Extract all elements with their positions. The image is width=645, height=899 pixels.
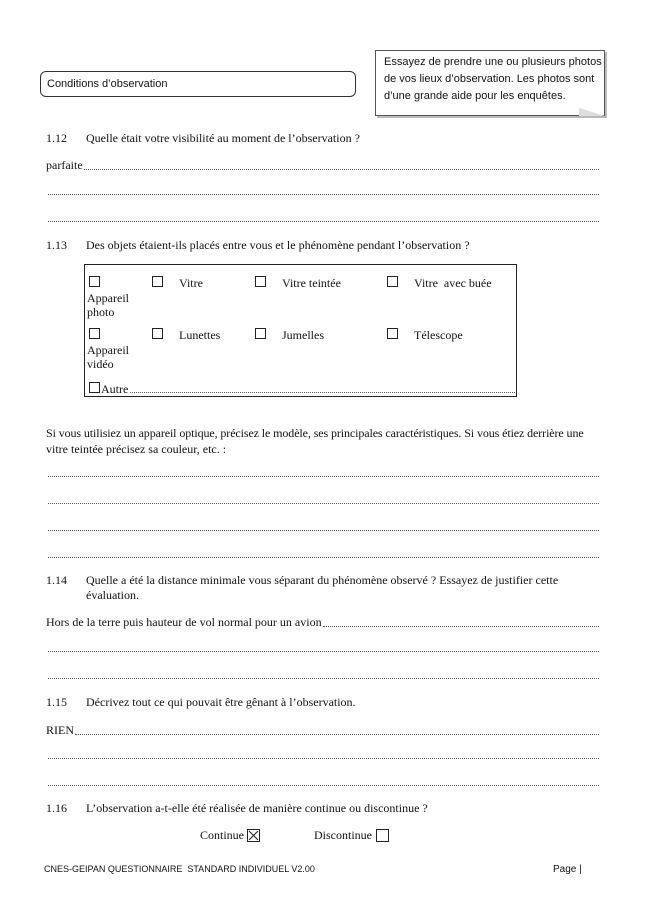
option-vitre-teintee-label: Vitre teintée — [282, 276, 341, 290]
option-autre-row[interactable] — [101, 382, 515, 396]
answer-line[interactable] — [48, 678, 599, 679]
answer-line[interactable] — [48, 476, 599, 477]
question-text-line: évaluation. — [86, 588, 139, 602]
checked-x-icon — [248, 830, 259, 841]
question-text-line: Quelle a été la distance minimale vous séparant du phénomène observé ? Essayez de justifier cette — [86, 573, 559, 587]
option-vitre-buee-label: Vitre avec buée — [414, 276, 492, 290]
continue-label: Continue — [200, 828, 244, 842]
label-line: vidéo — [87, 357, 114, 371]
checkbox-appareil-photo[interactable] — [89, 276, 100, 287]
option-autre-label: Autre — [101, 382, 129, 396]
question-number: 1.15 — [46, 695, 67, 709]
discontinue-label: Discontinue — [314, 828, 372, 842]
answer-1-15-text: RIEN — [46, 723, 74, 737]
answer-line[interactable] — [48, 785, 599, 786]
checkbox-telescope[interactable] — [387, 328, 398, 339]
answer-line[interactable] — [48, 651, 599, 652]
answer-line[interactable] — [48, 758, 599, 759]
optical-line-1: Si vous utilisiez un appareil optique, précisez le modèle, ses principales caractéristiques. Si vous étiez derrière une — [46, 426, 584, 440]
question-number: 1.14 — [46, 573, 67, 587]
question-number: 1.13 — [46, 238, 67, 252]
answer-line[interactable] — [48, 557, 599, 558]
checkbox-vitre-buee[interactable] — [387, 276, 398, 287]
question-text: Décrivez tout ce qui pouvait être gênant à l’observation. — [86, 695, 356, 709]
question-text: L’observation a-t-elle été réalisée de manière continue ou discontinue ? — [86, 801, 428, 815]
question-text: Quelle était votre visibilité au moment de l’observation ? — [86, 131, 360, 145]
footer-document-id: CNES-GEIPAN QUESTIONNAIRE STANDARD INDIVIDUEL V2.00 — [44, 864, 315, 874]
note-line-1: Essayez de prendre une ou plusieurs photos — [384, 56, 602, 68]
photo-advice-note — [375, 50, 605, 116]
label-line: Appareil — [87, 291, 129, 305]
question-number: 1.16 — [46, 801, 67, 815]
answer-line[interactable] — [48, 503, 599, 504]
footer-page-number: Page | — [553, 864, 582, 875]
checkbox-jumelles[interactable] — [255, 328, 266, 339]
answer-1-15-line[interactable] — [46, 723, 599, 738]
checkbox-vitre[interactable] — [152, 276, 163, 287]
question-text: Des objets étaient-ils placés entre vous et le phénomène pendant l’observation ? — [86, 238, 470, 252]
option-jumelles-label: Jumelles — [282, 328, 324, 342]
answer-1-14-line[interactable] — [46, 615, 599, 630]
option-appareil-photo-label — [87, 291, 129, 319]
optical-instructions — [46, 425, 606, 457]
option-appareil-video-label — [87, 343, 129, 371]
label-line: Appareil — [87, 343, 129, 357]
option-lunettes-label: Lunettes — [179, 328, 221, 342]
note-fold-corner — [579, 108, 605, 116]
checkbox-discontinue[interactable] — [376, 829, 389, 842]
question-text — [86, 573, 586, 603]
note-line-3: d’une grande aide pour les enquêtes. — [384, 90, 566, 102]
checkbox-vitre-teintee[interactable] — [255, 276, 266, 287]
question-number: 1.12 — [46, 131, 67, 145]
answer-line[interactable] — [48, 194, 599, 195]
option-telescope-label: Télescope — [414, 328, 463, 342]
answer-line[interactable] — [48, 530, 599, 531]
checkbox-lunettes[interactable] — [152, 328, 163, 339]
answer-1-12-line[interactable] — [46, 158, 599, 173]
optical-line-2: vitre teintée précisez sa couleur, etc. : — [46, 442, 227, 456]
label-line: photo — [87, 305, 115, 319]
checkbox-continue[interactable] — [247, 829, 260, 842]
checkbox-appareil-video[interactable] — [89, 328, 100, 339]
option-vitre-label: Vitre — [179, 276, 203, 290]
note-line-2: de vos lieux d’observation. Les photos sont — [384, 73, 595, 85]
checkbox-autre[interactable] — [89, 382, 100, 393]
answer-1-12-text: parfaite — [46, 158, 83, 172]
answer-line[interactable] — [48, 221, 599, 222]
section-title: Conditions d’observation — [40, 71, 356, 97]
answer-1-14-text: Hors de la terre puis hauteur de vol normal pour un avion — [46, 615, 322, 629]
